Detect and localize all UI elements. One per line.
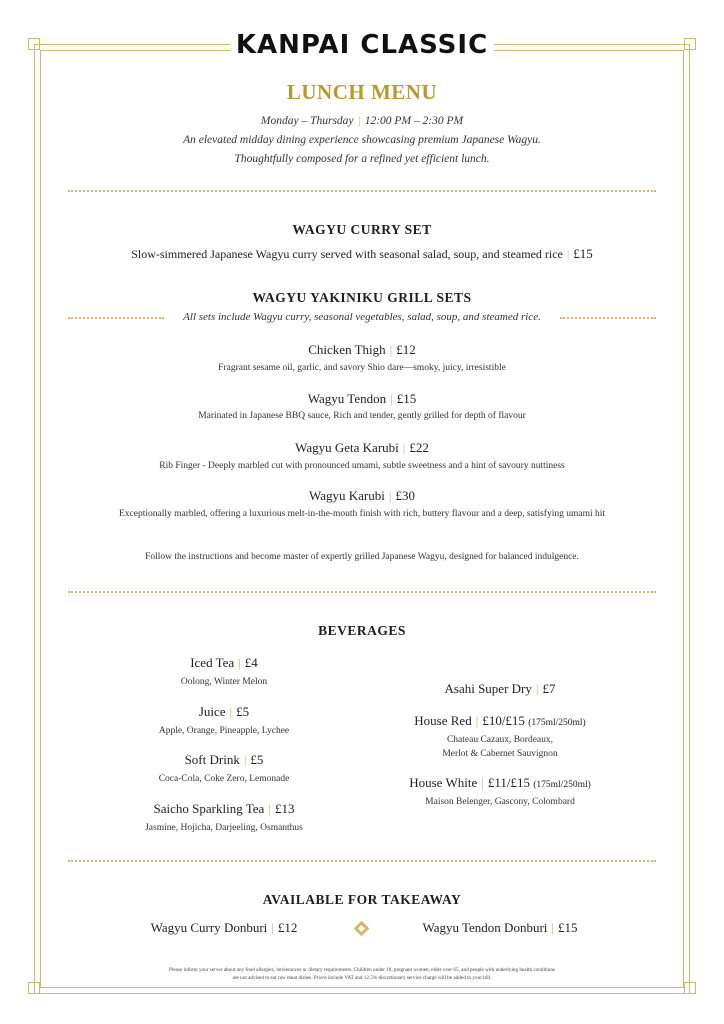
beverage-desc: Oolong, Winter Melon xyxy=(180,677,268,687)
grill-item-desc: Rib Finger - Deeply marbled cut with pronounced umami, subtle sweetness and a hint of savoury nuttiness xyxy=(159,461,565,471)
beverage-price: £5 xyxy=(250,752,264,767)
beverage-desc-line: Chateau Cazaux, Bordeaux, xyxy=(446,735,554,745)
beverage-name: Iced Tea xyxy=(190,655,235,670)
dotted-divider xyxy=(68,190,656,192)
lunch-time: 12:00 PM – 2:30 PM xyxy=(364,115,464,127)
grill-item-name: Wagyu Karubi xyxy=(309,488,385,503)
corner-ornament xyxy=(684,38,696,50)
dotted-divider xyxy=(68,591,656,593)
grill-item-desc: Exceptionally marbled, offering a luxurious melt-in-the-mouth finish with rich, buttery flavour and a deep, satisfying umami hit xyxy=(118,509,606,519)
grill-item-price: £12 xyxy=(396,342,416,357)
beverage-desc-line: Merlot & Cabernet Sauvignon xyxy=(442,749,558,759)
beverage-price: £5 xyxy=(236,704,250,719)
grill-sets-subtitle: All sets include Wagyu curry, seasonal vegetables, salad, soup, and steamed rice. xyxy=(183,311,541,323)
allergy-fineprint: Please inform your server about any food allergies, intolerances or dietary requirements. Children under 18, pregnant women, elder over 65, and people with underlying health conditions are not advised to eat raw meat dishes. Prices include VAT and 12.5% discretionary service charge will be added to your bill. xyxy=(169,967,555,981)
corner-ornament xyxy=(28,38,40,50)
beverage-size: (175ml/250ml) xyxy=(528,718,586,728)
beverage-name: Juice xyxy=(198,704,226,719)
lunch-tagline-2: Thoughtfully composed for a refined yet efficient lunch. xyxy=(234,153,490,165)
grill-item: Chicken Thigh | £12 xyxy=(308,342,416,357)
beverage-desc: Apple, Orange, Pineapple, Lychee xyxy=(158,726,290,736)
grill-item-name: Chicken Thigh xyxy=(308,342,386,357)
dotted-divider xyxy=(68,860,656,862)
beverage-price: £7 xyxy=(542,681,556,696)
corner-ornament xyxy=(684,982,696,994)
beverage-item: Asahi Super Dry | £7 xyxy=(444,681,556,696)
grill-item-desc: Marinated in Japanese BBQ sauce, Rich and tender, gently grilled for depth of flavour xyxy=(198,411,526,421)
brand-logo: KANPAI CLASSIC xyxy=(235,30,489,60)
beverage-desc xyxy=(380,733,620,761)
lunch-menu-title: LUNCH MENU xyxy=(286,80,438,104)
takeaway-name: Wagyu Tendon Donburi xyxy=(422,920,548,935)
beverage-desc: Coca-Cola, Coke Zero, Lemonade xyxy=(158,774,290,784)
beverage-price: £10/£15 xyxy=(482,713,525,728)
grill-item-price: £22 xyxy=(409,440,429,455)
grill-item-price: £15 xyxy=(396,391,417,406)
grill-item: Wagyu Geta Karubi | £22 xyxy=(295,440,429,455)
grill-item-price: £30 xyxy=(395,488,415,503)
brand-header xyxy=(230,28,494,62)
beverages-heading: BEVERAGES xyxy=(318,623,406,638)
beverage-desc: Jasmine, Hojicha, Darjeeling, Osmanthus xyxy=(145,823,303,833)
beverage-name: House Red xyxy=(414,713,472,728)
grill-sets-heading: WAGYU YAKINIKU GRILL SETS xyxy=(252,290,472,305)
beverage-desc: Maison Belenger, Gascony, Colombard xyxy=(425,797,575,807)
grill-item-name: Wagyu Tendon xyxy=(307,391,387,406)
takeaway-item: Wagyu Curry Donburi | £12 xyxy=(150,920,298,935)
grill-item-name: Wagyu Geta Karubi xyxy=(295,440,399,455)
beverage-name: House White xyxy=(409,775,478,790)
grill-item-desc: Fragrant sesame oil, garlic, and savory Shio dare—smoky, juicy, irresistible xyxy=(218,363,506,373)
beverage-name: Saicho Sparkling Tea xyxy=(153,801,265,816)
beverage-item: House White | £11/£15 (175ml/250ml) Maison Belenger, Gascony, Colombard xyxy=(380,775,620,809)
beverage-name: Soft Drink xyxy=(184,752,240,767)
curry-set-price: £15 xyxy=(573,246,593,261)
beverage-item: Juice | £5 Apple, Orange, Pineapple, Lychee xyxy=(100,704,348,738)
grill-note: Follow the instructions and become master of expertly grilled Japanese Wagyu, designed for balanced indulgence. xyxy=(145,552,579,562)
beverage-price: £4 xyxy=(244,655,258,670)
takeaway-item: Wagyu Tendon Donburi | £15 xyxy=(422,920,578,935)
curry-set-heading: WAGYU CURRY SET xyxy=(292,222,432,237)
beverage-item: Soft Drink | £5 Coca-Cola, Coke Zero, Lemonade xyxy=(100,752,348,786)
beverage-item: House Red | £10/£15 (175ml/250ml) Chateau Cazaux, Bordeaux, Merlot & Cabernet Sauvignon xyxy=(380,713,620,761)
corner-ornament xyxy=(28,982,40,994)
beverage-size: (175ml/250ml) xyxy=(533,780,591,790)
lunch-hours: Monday – Thursday | 12:00 PM – 2:30 PM xyxy=(260,115,464,127)
beverage-item: Iced Tea | £4 Oolong, Winter Melon xyxy=(100,655,348,689)
takeaway-name: Wagyu Curry Donburi xyxy=(150,920,268,935)
lunch-tagline-1: An elevated midday dining experience showcasing premium Japanese Wagyu. xyxy=(183,134,541,146)
takeaway-heading: AVAILABLE FOR TAKEAWAY xyxy=(262,892,462,907)
curry-set-description: Slow-simmered Japanese Wagyu curry served with seasonal salad, soup, and steamed rice xyxy=(131,247,563,261)
beverage-item: Saicho Sparkling Tea | £13 Jasmine, Hojicha, Darjeeling, Osmanthus xyxy=(100,801,348,835)
curry-set-line: Slow-simmered Japanese Wagyu curry served with seasonal salad, soup, and steamed rice | £15 xyxy=(131,246,593,261)
beverage-name: Asahi Super Dry xyxy=(444,681,532,696)
grill-item: Wagyu Tendon | £15 xyxy=(307,391,417,406)
beverage-price: £13 xyxy=(274,801,295,816)
beverage-price: £11/£15 xyxy=(487,775,530,790)
takeaway-price: £12 xyxy=(277,920,298,935)
takeaway-price: £15 xyxy=(558,920,578,935)
lunch-days: Monday – Thursday xyxy=(260,115,354,127)
grill-item: Wagyu Karubi | £30 xyxy=(309,488,415,503)
